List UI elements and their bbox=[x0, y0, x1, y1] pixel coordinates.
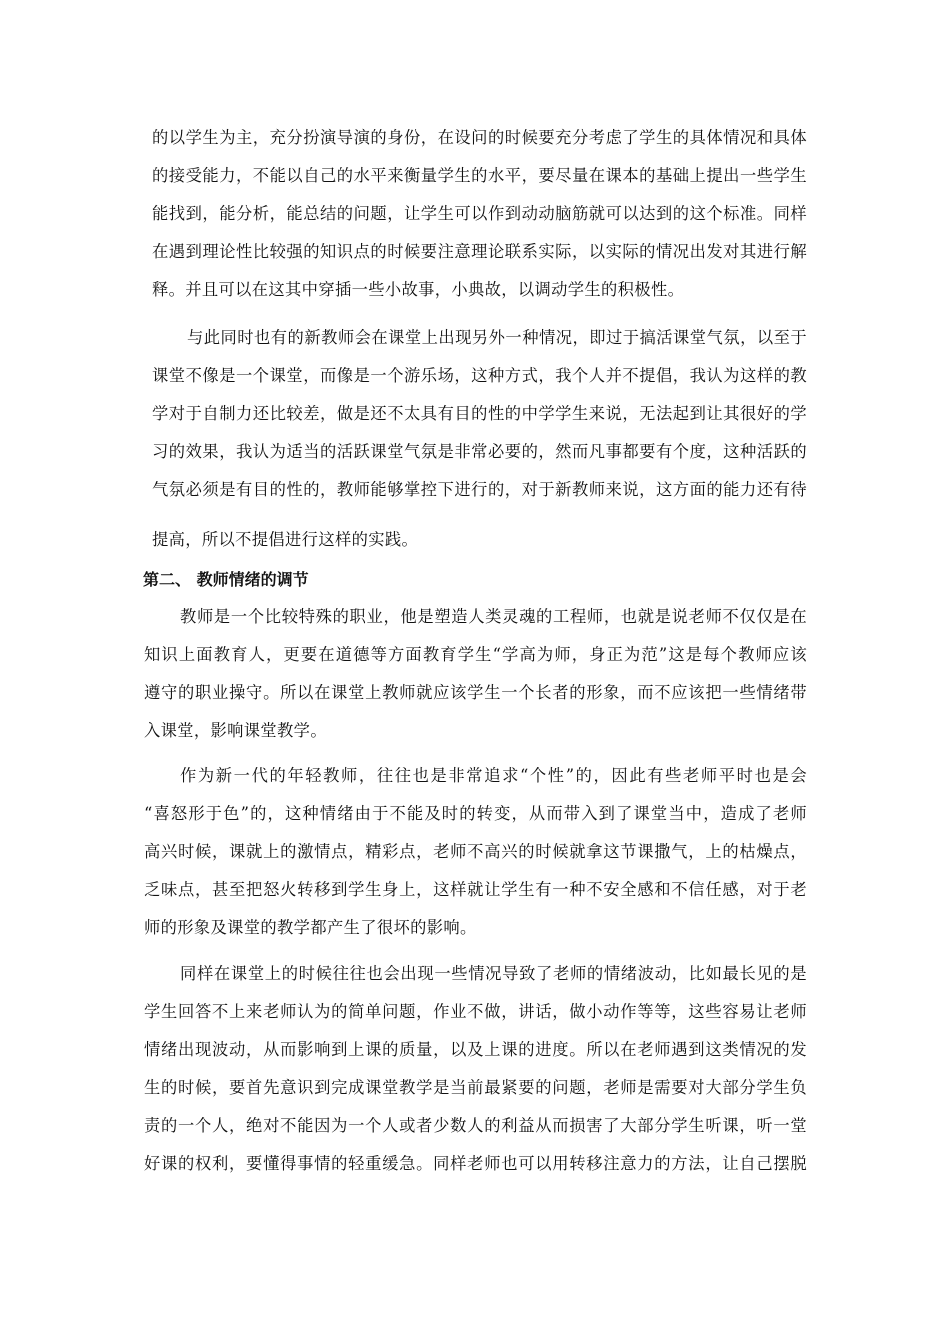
text-line: 师的形象及课堂的教学都产生了很坏的影响。 bbox=[144, 918, 477, 937]
text-line: “喜怒形于色”的，这种情绪由于不能及时的转变，从而带入到了课堂当中，造成了老师 bbox=[144, 804, 807, 823]
text-line: 习的效果，我认为适当的活跃课堂气氛是非常必要的，然而凡事都要有个度，这种活跃的 bbox=[152, 442, 807, 461]
text-line: 情绪出现波动，从而影响到上课的质量，以及上课的进度。所以在老师遇到这类情况的发 bbox=[144, 1040, 807, 1059]
text-line: 入课堂，影响课堂教学。 bbox=[144, 721, 327, 740]
text-line: 遵守的职业操守。所以在课堂上教师就应该学生一个长者的形象，而不应该把一些情绪带 bbox=[144, 683, 807, 702]
text-line: 学生回答不上来老师认为的简单问题，作业不做，讲话，做小动作等等，这些容易让老师 bbox=[144, 1002, 807, 1021]
section-heading: 第二、 教师情绪的调节 bbox=[143, 570, 309, 589]
text-line: 的以学生为主，充分扮演导演的身份，在设问的时候要充分考虑了学生的具体情况和具体 bbox=[152, 128, 807, 147]
text-line: 与此同时也有的新教师会在课堂上出现另外一种情况，即过于搞活课堂气氛，以至于 bbox=[187, 328, 807, 347]
text-line: 同样在课堂上的时候往往也会出现一些情况导致了老师的情绪波动，比如最长见的是 bbox=[180, 964, 807, 983]
text-line: 气氛必须是有目的性的，教师能够掌控下进行的，对于新教师来说，这方面的能力还有待 bbox=[152, 480, 807, 499]
text-line: 生的时候，要首先意识到完成课堂教学是当前最紧要的问题，老师是需要对大部分学生负 bbox=[144, 1078, 807, 1097]
text-line: 在遇到理论性比较强的知识点的时候要注意理论联系实际，以实际的情况出发对其进行解 bbox=[152, 242, 807, 261]
text-line: 作为新一代的年轻教师，往往也是非常追求“个性”的，因此有些老师平时也是会 bbox=[180, 766, 807, 785]
text-line: 释。并且可以在这其中穿插一些小故事，小典故，以调动学生的积极性。 bbox=[152, 280, 685, 299]
text-line: 高兴时候，课就上的激情点，精彩点，老师不高兴的时候就拿这节课撒气，上的枯燥点， bbox=[144, 842, 807, 861]
text-line: 教师是一个比较特殊的职业，他是塑造人类灵魂的工程师，也就是说老师不仅仅是在 bbox=[180, 607, 807, 626]
text-line: 能找到，能分析，能总结的问题，让学生可以作到动动脑筋就可以达到的这个标准。同样 bbox=[152, 204, 807, 223]
text-line: 学对于自制力还比较差，做是还不太具有目的性的中学学生来说，无法起到让其很好的学 bbox=[152, 404, 807, 423]
text-line: 责的一个人，绝对不能因为一个人或者少数人的利益从而损害了大部分学生听课，听一堂 bbox=[144, 1116, 807, 1135]
text-line: 提高，所以不提倡进行这样的实践。 bbox=[152, 530, 419, 549]
text-line: 课堂不像是一个课堂，而像是一个游乐场，这种方式，我个人并不提倡，我认为这样的教 bbox=[152, 366, 807, 385]
text-line: 的接受能力，不能以自己的水平来衡量学生的水平，要尽量在课本的基础上提出一些学生 bbox=[152, 166, 807, 185]
text-line: 乏味点，甚至把怒火转移到学生身上，这样就让学生有一种不安全感和不信任感，对于老 bbox=[144, 880, 807, 899]
text-line: 好课的权利，要懂得事情的轻重缓急。同样老师也可以用转移注意力的方法，让自己摆脱 bbox=[144, 1154, 807, 1173]
text-line: 知识上面教育人，更要在道德等方面教育学生“学高为师，身正为范”这是每个教师应该 bbox=[144, 645, 807, 664]
